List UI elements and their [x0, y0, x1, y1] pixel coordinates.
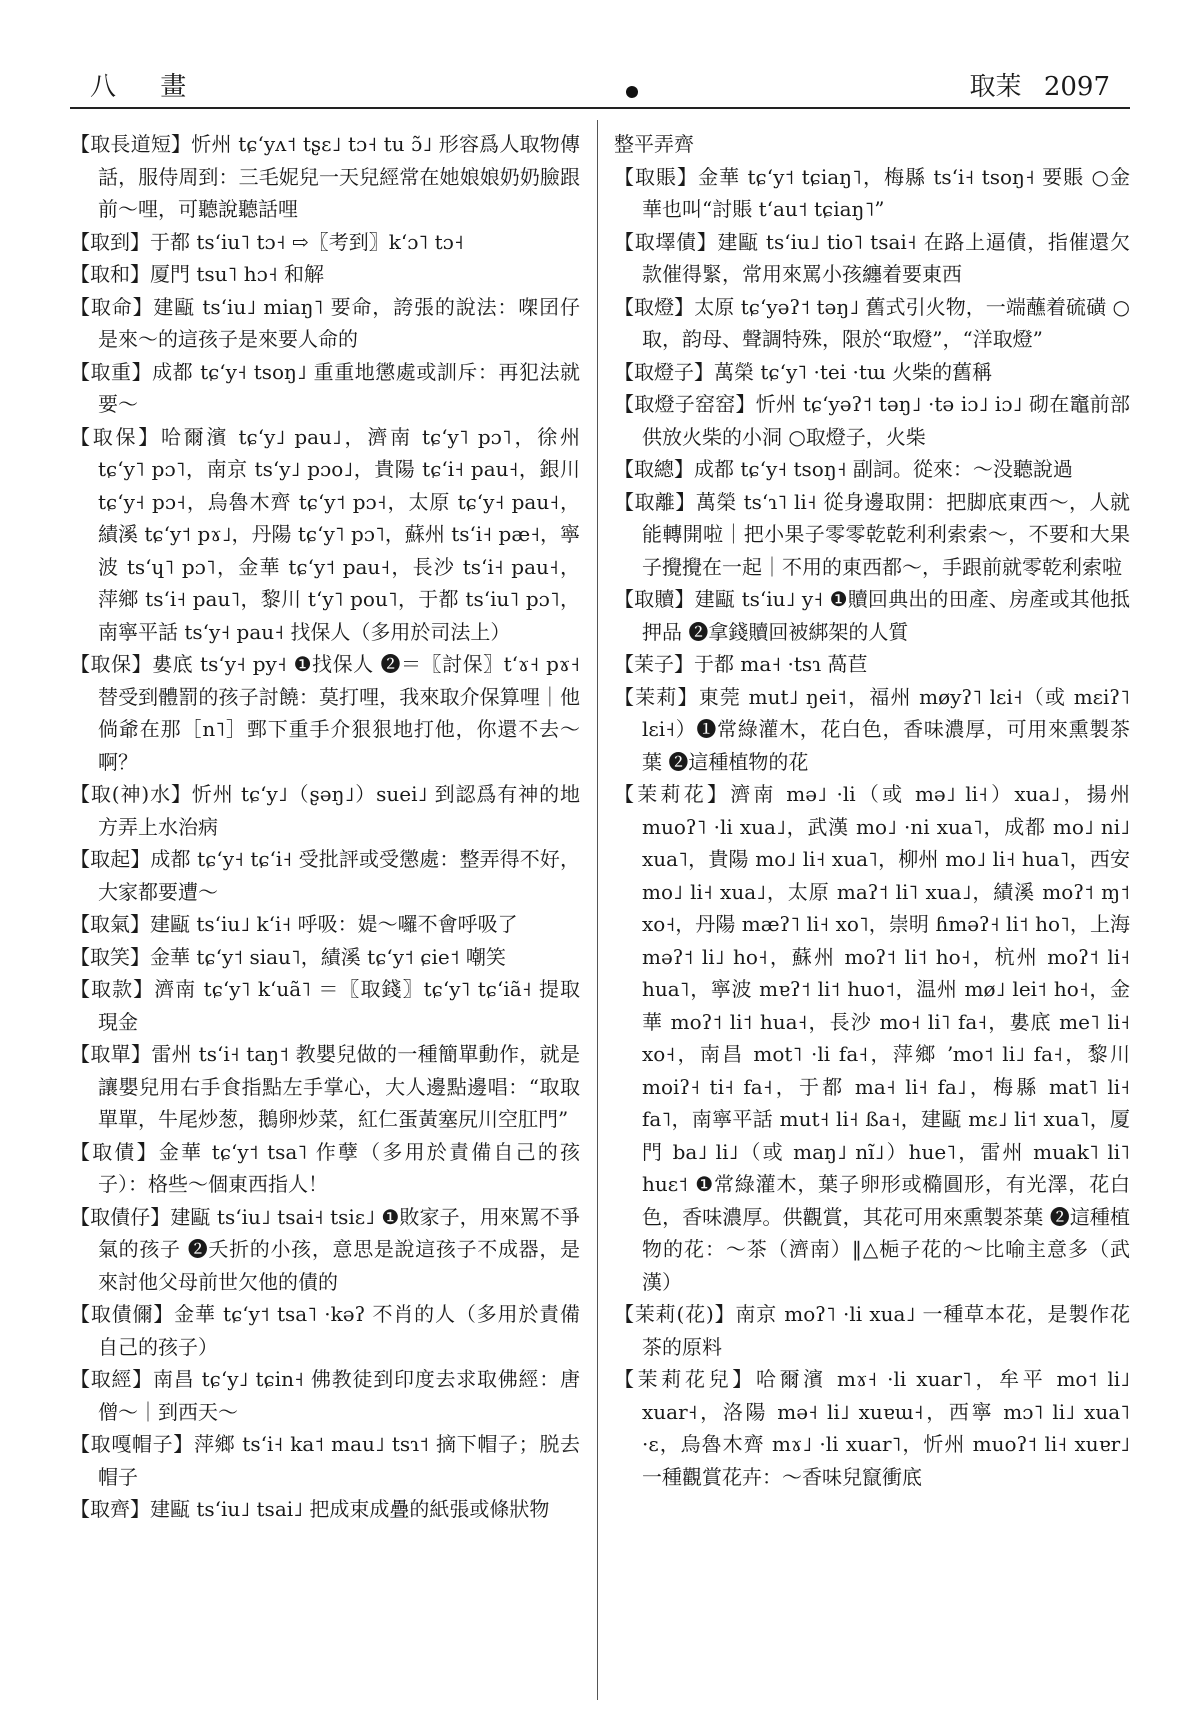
entry-definition: 建甌 tsʻiu˩ tsai˩ 把成束成疊的紙張或條狀物 — [150, 1497, 550, 1521]
entry-definition: 忻州 tɕʻyəʔ˦ təŋ˩ ·tə iɔ˩ iɔ˩ 砌在竈前部供放火柴的小洞 ○取燈子，火柴 — [642, 392, 1131, 449]
entry-definition: 南昌 tɕʻy˩ tɕin˧ 佛教徒到印度去求取佛經：唐僧～｜到西天～ — [98, 1367, 580, 1424]
dictionary-entry — [614, 388, 1130, 453]
entry-definition: 于都 ma˧ ·tsɿ 萵苣 — [694, 652, 868, 676]
dictionary-entry — [70, 1428, 580, 1493]
entry-headword: 【取起】 — [70, 847, 151, 871]
center-dot-mark — [626, 86, 638, 98]
entry-headword: 【取命】 — [70, 294, 154, 319]
entry-headword: 【取嘎帽子】 — [70, 1432, 194, 1456]
entry-definition: 哈爾濱 tɕʻy˩ pau˩，濟南 tɕʻy˥ pɔ˥，徐州 tɕʻy˥ pɔ˥，南京 tsʻy˩ pɔo˩，貴陽 tɕʻi˧ pau˧，銀川 tɕʻy˧ pɔ˧，烏魯木齊 tɕʻy˦ pɔ˧，太原 tɕʻy˧ pau˧，績溪 tɕʻy˦ pɤ˩，丹陽 tɕʻy˥ pɔ˥，蘇州 tsʻi˧ pæ˧，寧波 tsʻɥ˥ pɔ˥，金華 tɕʻy˦ pau˧，長沙 tsʻi˧ pau˧，萍鄉 tsʻi˧ pau˥，黎川 tʻy˥ pou˥，于都 tsʻiu˥ pɔ˥，南寧平話 tsʻy˧ pau˧ 找保人（多用於司法上） — [98, 424, 580, 644]
dictionary-entry — [70, 1201, 580, 1299]
entry-headword: 【取墿債】 — [614, 229, 718, 254]
page-number: 2097 — [1043, 72, 1110, 102]
entry-definition: 萍鄉 tsʻi˧ ka˦ mau˩ tsɿ˦ 摘下帽子；脱去帽子 — [98, 1432, 581, 1489]
entry-definition: 整平弄齊 — [614, 132, 694, 156]
entry-definition: 萬榮 tsʻɿ˥ li˧ 從身邊取開：把脚底東西～，人就能轉開啦｜把小果子零零乾乾利利索索～，不要和大果子攪攪在一起｜不用的東西都～，手跟前就零乾利索啦 — [642, 489, 1130, 579]
entry-headword: 【取經】 — [70, 1367, 154, 1391]
entry-headword: 【取(神)水】 — [70, 782, 192, 806]
entry-definition: 建甌 tsʻiu˩ y˧ ❶贖回典出的田產、房產或其他抵押品 ❷拿錢贖回被綁架的人質 — [642, 587, 1130, 644]
entry-headword: 【取長道短】 — [70, 132, 192, 156]
guide-characters: 取茉 — [969, 72, 1022, 102]
dictionary-entry — [614, 291, 1130, 356]
entry-definition: 于都 tsʻiu˥ tɔ˧ ⇨〖考到〗kʻɔ˥ tɔ˧ — [150, 229, 464, 254]
entry-headword: 【取保】 — [70, 652, 153, 676]
entry-definition: 金華 tɕʻy˦ siau˥，績溪 tɕʻy˦ ɕie˦ 嘲笑 — [150, 944, 506, 969]
dictionary-entry — [70, 1038, 580, 1136]
entry-headword: 【茉莉(花)】 — [614, 1302, 736, 1326]
entry-definition: 太原 tɕʻyəʔ˦ təŋ˩ 舊式引火物，一端蘸着硫磺 ○取，韵母、聲調特殊，限於“取燈”，“洋取燈” — [642, 294, 1130, 351]
entry-headword: 【取笑】 — [70, 944, 150, 969]
dictionary-entry — [70, 1136, 580, 1201]
entry-headword: 【取氣】 — [70, 912, 150, 936]
entry-headword: 【取債】 — [70, 1139, 159, 1164]
entry-definition: 萬榮 tɕʻy˥ ·tei ·tɯ 火柴的舊稱 — [714, 359, 993, 384]
entry-definition: 雷州 tsʻi˧ taŋ˦ 教嬰兒做的一種簡單動作，就是讓嬰兒用右手食指點左手掌心，大人邊點邊唱：“取取單單，牛尾炒葱，鵝卵炒菜，紅仁蛋黃塞尻川空肛門” — [98, 1042, 580, 1131]
entry-headword: 【取燈】 — [614, 294, 695, 319]
dictionary-entry — [614, 356, 1130, 389]
dictionary-entry — [614, 681, 1130, 779]
entry-headword: 【茉子】 — [614, 652, 694, 676]
dictionary-entry — [614, 1363, 1130, 1493]
entry-headword: 【取齊】 — [70, 1497, 150, 1521]
entry-definition: 成都 tɕʻy˧ tsoŋ˩ 重重地懲處或訓斥：再犯法就要～ — [98, 359, 581, 416]
dictionary-entry — [614, 128, 1130, 161]
dictionary-entry — [70, 421, 580, 649]
dictionary-entry — [70, 1363, 580, 1428]
entry-headword: 【取款】 — [70, 977, 155, 1001]
left-column — [70, 128, 580, 1526]
entry-headword: 【茉莉】 — [614, 684, 699, 709]
dictionary-entry — [70, 1493, 580, 1526]
dictionary-entry — [614, 226, 1130, 291]
dictionary-entry — [70, 1298, 580, 1363]
entry-headword: 【取重】 — [70, 359, 153, 384]
entry-definition: 金華 tɕʻy˦ tsa˥ 作孽（多用於責備自己的孩子）：格些～個東西指人！ — [98, 1139, 581, 1196]
dictionary-entry — [70, 941, 580, 974]
entry-headword: 【取總】 — [614, 457, 694, 481]
entry-definition: 金華 tɕʻy˦ tɕiaŋ˥，梅縣 tsʻi˧ tsoŋ˧ 要賬 ○金華也叫“討賬 tʻau˦ tɕiaŋ˥” — [642, 164, 1130, 221]
dictionary-entry — [614, 648, 1130, 681]
entry-headword: 【取贖】 — [614, 587, 695, 611]
dictionary-entry — [614, 453, 1130, 486]
header-rule — [70, 107, 1130, 109]
dictionary-entry — [614, 486, 1130, 584]
dictionary-entry — [70, 356, 580, 421]
dictionary-entry — [70, 258, 580, 291]
right-column — [614, 128, 1130, 1493]
column-divider — [597, 120, 598, 1700]
entry-definition: 濟南 tɕʻy˥ kʻuã˥ ＝〖取錢〗tɕʻy˥ tɕʻiã˧ 提取現金 — [98, 977, 580, 1034]
entry-headword: 【取到】 — [70, 229, 150, 254]
entry-headword: 【取賬】 — [614, 164, 699, 189]
dictionary-entry — [70, 128, 580, 226]
running-head — [956, 66, 1110, 103]
dictionary-entry — [70, 908, 580, 941]
dictionary-entry — [614, 161, 1130, 226]
dictionary-entry — [70, 843, 580, 908]
entry-headword: 【取離】 — [614, 489, 696, 514]
entry-definition: 建甌 tsʻiu˩ kʻi˧ 呼吸：媞～囉不會呼吸了 — [150, 912, 518, 936]
entry-headword: 【取燈子】 — [614, 359, 714, 384]
entry-headword: 【取和】 — [70, 262, 150, 286]
entry-definition: 成都 tɕʻy˧ tɕʻi˧ 受批評或受懲處：整弄得不好，大家都要遭～ — [98, 847, 580, 904]
entry-definition: 建甌 tsʻiu˩ tsai˧ tsiɛ˩ ❶敗家子，用來罵不爭氣的孩子 ❷夭折的小孩，意思是說這孩子不成器，是來討他父母前世欠他的債的 — [98, 1204, 580, 1294]
dictionary-entry — [70, 648, 580, 778]
entry-headword: 【取單】 — [70, 1042, 152, 1066]
entry-definition: 南京 moʔ˥ ·li xua˩ 一種草本花，是製作花茶的原料 — [642, 1302, 1130, 1359]
entry-definition: 忻州 tɕʻyʌ˦ tʂɛ˩ tɔ˧ tu ɔ̃˩ 形容爲人取物傳話，服侍周到：三毛妮兒一天兒經常在她娘娘奶奶臉跟前～哩，可聽說聽話哩 — [98, 132, 581, 221]
entry-definition: 濟南 mə˩ ·li（或 mə˩ li˧）xua˩，揚州 muoʔ˥ ·li xua˩，武漢 mo˩ ·ni xua˥，成都 mo˩ ni˩ xua˥，貴陽 mo˩ li˧ xua˥，柳州 mo˩ li˧ hua˥，西安 mo˩ li˧ xua˩，太原 maʔ˦ li˥ xua˩，績溪 moʔ˦ ɱ˦ xo˧，丹陽 mæʔ˥ li˧ xo˥，崇明 ɦməʔ˧ li˦ ho˥，上海 məʔ˦ li˩ ho˧，蘇州 moʔ˦ li˦ ho˧，杭州 moʔ˦ li˧ hua˥，寧波 mɐʔ˦ li˦ huo˦，温州 mø˩ lei˦ ho˧，金華 moʔ˦ li˦ hua˧，長沙 mo˧ li˥ fa˧，婁底 me˥ li˧ xo˧，南昌 mot˥ ·li fa˧，萍鄉 ʼmo˦ li˩ fa˧，黎川 moiʔ˧ ti˧ fa˧，于都 ma˧ li˧ fa˩，梅縣 mat˥ li˧ fa˥，南寧平話 mut˧ li˧ ßa˧，建甌 mɛ˩ li˦ xua˥，厦門 ba˩ li˩（或 maŋ˩ nĩ˩）hue˥，雷州 muak˥ li˥ huɛ˦ ❶常綠灌木，葉子卵形或橢圓形，有光澤，花白色，香味濃厚。供觀賞，其花可用來熏製茶葉 ❷這種植物的花：～茶（濟南）‖△梔子花的～比喻主意多（武漢） — [642, 782, 1131, 1294]
entry-definition: 金華 tɕʻy˦ tsa˥ ·kəʔ 不肖的人（多用於責備自己的孩子） — [98, 1302, 580, 1359]
dictionary-entry — [70, 226, 580, 259]
page-header — [70, 62, 1130, 102]
entry-definition: 建甌 tsʻiu˩ tio˥ tsai˧ 在路上逼債，指催還欠款催得緊，常用來罵小孩纏着要東西 — [642, 229, 1130, 286]
dictionary-entry — [614, 778, 1130, 1298]
entry-definition: 東莞 mut˩ ŋei˦，福州 møyʔ˥ lɛi˧（或 mɛiʔ˥ lɛi˧）❶常綠灌木，花白色，香味濃厚，可用來熏製茶葉 ❷這種植物的花 — [642, 684, 1131, 774]
dictionary-entry — [614, 583, 1130, 648]
entry-definition: 成都 tɕʻy˧ tsoŋ˧ 副詞。從來：～没聽說過 — [694, 457, 1073, 481]
dictionary-entry — [70, 291, 580, 356]
dictionary-entry — [70, 778, 580, 843]
section-title: 八 畫 — [90, 72, 205, 102]
entry-definition: 厦門 tsu˥ hɔ˧ 和解 — [150, 262, 325, 286]
entry-headword: 【取燈子窑窑】 — [614, 392, 756, 416]
entry-definition: 哈爾濱 mɤ˧ ·li xuar˥，牟平 mo˦ li˩ xuar˧，洛陽 mə˧ li˩ xuɐɯ˧，西寧 mɔ˥ li˩ xua˥ ·ɛ，烏魯木齊 mɤ˩ ·li xuar˥，忻州 muoʔ˦ li˧ xuɐr˩ 一種觀賞花卉：～香味兒竄衝底 — [642, 1367, 1131, 1489]
entry-definition: 忻州 tɕʻy˩（ʂəŋ˩）suei˩ 到認爲有神的地方弄上水治病 — [98, 782, 580, 839]
entry-headword: 【茉莉花兒】 — [614, 1367, 756, 1391]
dictionary-entry — [70, 973, 580, 1038]
entry-headword: 【取債仔】 — [70, 1204, 171, 1229]
entry-headword: 【茉莉花】 — [614, 782, 731, 806]
entry-headword: 【取保】 — [70, 424, 162, 449]
entry-definition: 建甌 tsʻiu˩ miaŋ˥ 要命，誇張的說法：㗎囝仔是來～的這孩子是來要人命的 — [98, 294, 580, 351]
dictionary-entry — [614, 1298, 1130, 1363]
entry-definition: 婁底 tsʻy˧ py˧ ❶找保人 ❷＝〖討保〗tʻɤ˧ pɤ˧ 替受到體罰的孩子討饒：莫打哩，我來取介保算哩｜他倘爺在那［n˥］鄄下重手介狠狠地打他，你還不去～啊？ — [98, 652, 581, 774]
entry-headword: 【取債儞】 — [70, 1302, 175, 1326]
